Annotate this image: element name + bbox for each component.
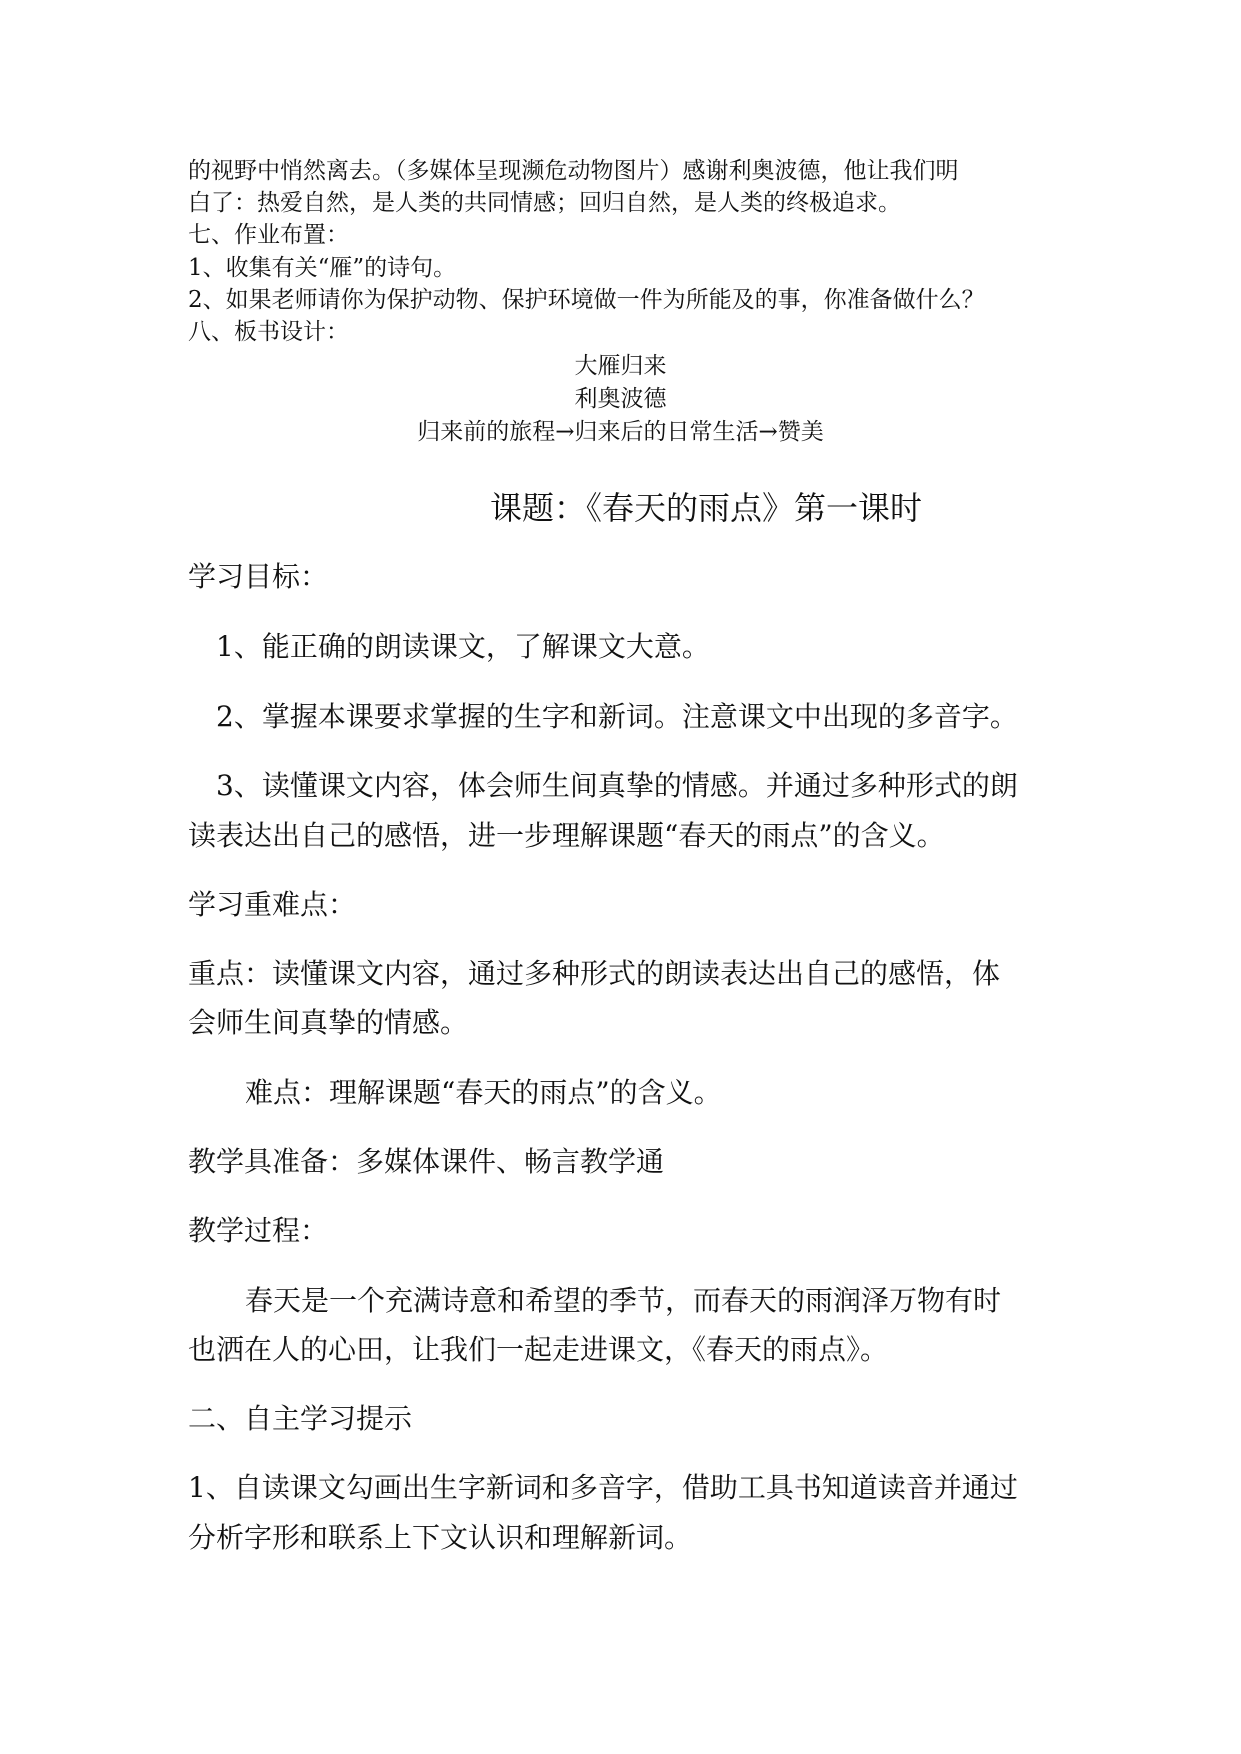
goal-item-continued: 读表达出自己的感悟，进一步理解课题“春天的雨点”的含义。 (188, 819, 945, 852)
lesson-title: 课题：《春天的雨点》第一课时 (490, 489, 923, 527)
teaching-tools: 教学具准备：多媒体课件、畅言教学通 (188, 1145, 665, 1178)
hard-point: 难点：理解课题“春天的雨点”的含义。 (245, 1076, 722, 1109)
paragraph-line: 白了：热爱自然，是人类的共同情感；回归自然，是人类的终极追求。 (188, 190, 901, 216)
difficulty-heading: 学习重难点： (188, 888, 357, 921)
paragraph-line: 的视野中悄然离去。（多媒体呈现濒危动物图片）感谢利奥波德，他让我们明 (188, 158, 959, 184)
self-study-item: 1、自读课文勾画出生字新词和多音字，借助工具书知道读音并通过 (188, 1471, 1018, 1504)
self-study-item-continued: 分析字形和联系上下文认识和理解新词。 (188, 1521, 693, 1554)
section-heading: 二、自主学习提示 (188, 1402, 413, 1435)
board-line: 大雁归来 (574, 353, 667, 379)
process-heading: 教学过程： (188, 1214, 329, 1247)
key-point-continued: 会师生间真挚的情感。 (188, 1006, 469, 1039)
homework-item: 2、如果老师请你为保护动物、保护环境做一件为所能及的事，你准备做什么？ (188, 287, 985, 313)
goals-heading: 学习目标： (188, 560, 329, 593)
goal-item: 2、掌握本课要求掌握的生字和新词。注意课文中出现的多音字。 (216, 700, 1018, 733)
intro-paragraph-continued: 也洒在人的心田，让我们一起走进课文，《春天的雨点》。 (188, 1333, 889, 1366)
intro-paragraph: 春天是一个充满诗意和希望的季节，而春天的雨润泽万物有时 (245, 1284, 1002, 1317)
homework-heading: 七、作业布置： (188, 222, 349, 248)
key-point: 重点：读懂课文内容，通过多种形式的朗读表达出自己的感悟，体 (188, 957, 1001, 990)
homework-item: 1、收集有关“雁”的诗句。 (188, 255, 457, 281)
board-design-heading: 八、板书设计： (188, 319, 349, 345)
goal-item: 3、读懂课文内容，体会师生间真挚的情感。并通过多种形式的朗 (216, 769, 1018, 802)
board-line: 利奥波德 (574, 386, 667, 412)
goal-item: 1、能正确的朗读课文，了解课文大意。 (216, 630, 710, 663)
board-line: 归来前的旅程→归来后的日常生活→赞美 (417, 419, 824, 445)
